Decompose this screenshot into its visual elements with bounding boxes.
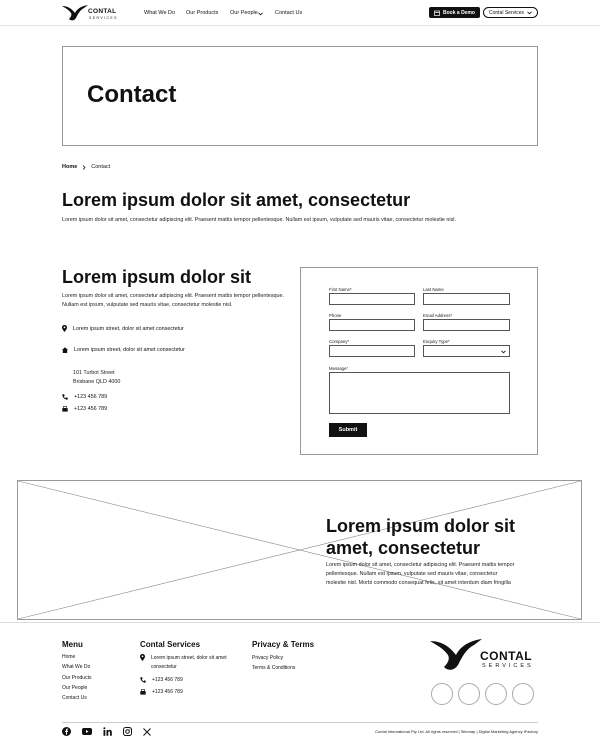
footer-address-text: Lorem ipsum street, dolor sit amet consectetur [151,655,227,670]
nav-contact-us[interactable]: Contact Us [275,10,303,16]
footer-fax-text: +123 456 789 [152,689,183,695]
footer-privacy-title: Privacy & Terms [252,640,315,649]
logo-subtext: SERVICES [89,16,118,20]
services-dropdown-label: Contal Services [488,9,524,16]
footer-circles [431,683,534,705]
breadcrumb-current: Contact [91,164,111,170]
phone-label: Phone [329,313,342,318]
footer-link-what-we-do[interactable]: What We Do [62,664,91,671]
fax-icon [140,689,146,695]
book-demo-label: Book a Demo [443,9,475,16]
header-logo[interactable] [62,4,122,22]
first-name-label: First Name* [329,287,352,292]
footer-menu [62,652,91,703]
hero-banner [62,46,538,146]
breadcrumb [62,164,110,170]
enquiry-label: Enquiry Type* [423,339,450,344]
feature-text: Lorem ipsum dolor sit amet, consectetur adipiscing elit. Praesent mattis tempor pellentesque. Nullam est ipsum, vulputate sed mauris vitae, consectetur molestie nisl. Morbi commodo consequat felis, sit amet interdum diam fringilla [326,562,515,587]
company-label: Company* [329,339,350,344]
calendar-icon [434,10,440,16]
book-demo-button[interactable] [429,7,480,18]
intro-title: Lorem ipsum dolor sit amet, consectetur [62,190,411,210]
copyright: Contal International Pty Ltd. All rights reserved | Sitemap | Digital Marketing Agency iFactory [375,729,538,734]
contact-form [300,267,538,455]
footer-divider [62,722,538,723]
footer-badge-1 [431,683,453,705]
footer-link-home[interactable]: Home [62,654,76,660]
footer-link-contact-us[interactable]: Contact Us [62,695,87,702]
fax-row [62,406,107,412]
footer-logo[interactable] [430,637,540,673]
last-name-input[interactable] [423,293,510,305]
footer-phone-text[interactable]: +123 456 789 [152,677,183,683]
page-title: Contact [87,81,177,108]
chevron-down-icon [527,11,532,15]
location-pin-icon [62,325,67,332]
intro-text: Lorem ipsum dolor sit amet, consectetur adipiscing elit. Praesent mattis tempor pellentesque. Nullam est ipsum, vulputate sed mauris vitae, consectetur molestie nisl. [62,217,456,223]
footer [0,622,600,746]
submit-button[interactable]: Submit [329,423,367,437]
footer-badge-3 [485,683,507,705]
footer-phone-row [140,677,183,683]
contact-title: Lorem ipsum dolor sit [62,267,252,287]
nav-what-we-do[interactable]: What We Do [144,10,176,16]
chevron-down-icon[interactable] [258,12,263,16]
home-icon [62,347,68,353]
company-input[interactable] [329,345,415,357]
fax-icon [62,406,68,412]
last-name-label: Last Name [423,287,444,292]
header [0,0,600,26]
footer-link-terms[interactable]: Terms & Conditions [252,665,296,672]
chevron-right-icon [82,165,86,170]
chevron-down-icon [501,350,506,354]
footer-menu-title: Menu [62,640,83,649]
address-text-1: Lorem ipsum street, dolor sit amet consectetur [73,325,184,332]
facebook-icon[interactable] [62,727,71,736]
footer-privacy-links [252,653,295,674]
email-label: Email Address* [423,313,453,318]
message-textarea[interactable] [329,372,510,414]
address-row-1 [62,325,184,332]
nav-our-people[interactable]: Our People [230,10,258,16]
address-row-2 [62,347,185,353]
phone-row [62,394,107,400]
footer-link-privacy-policy[interactable]: Privacy Policy [252,655,284,661]
postal-line-2: Brisbane QLD 4000 [73,378,121,385]
youtube-icon[interactable] [82,728,92,735]
postal-line-1: 101 Turbot Street [73,370,115,376]
bird-logo-icon [62,4,90,22]
footer-services-address [140,654,227,671]
feature-title: Lorem ipsum dolor sit amet, consectetur [326,516,516,558]
nav-our-products[interactable]: Our Products [186,10,219,16]
footer-services-title: Contal Services [140,640,201,649]
first-name-input[interactable] [329,293,415,305]
location-pin-icon [140,654,145,661]
footer-link-our-products[interactable]: Our Products [62,674,92,681]
postal-address [73,369,120,386]
footer-badge-2 [458,683,480,705]
main-nav [144,10,314,18]
logo-text: CONTAL [88,8,117,15]
services-dropdown[interactable] [483,7,538,18]
message-label: Message* [329,366,349,371]
address-text-2: Lorem ipsum street, dolor sit amet consectetur [74,347,185,353]
footer-link-our-people[interactable]: Our People [62,684,88,691]
contact-text: Lorem ipsum dolor sit amet, consectetur adipiscing elit. Praesent mattis tempor pellentesque. Nullam est ipsum, vulputate sed mauris vitae, consectetur molestie nisl. [62,293,285,308]
x-twitter-icon[interactable] [143,728,151,736]
fax-text: +123 456 789 [74,406,108,412]
instagram-icon[interactable] [123,727,132,736]
phone-text[interactable]: +123 456 789 [74,394,108,400]
bird-logo-icon [430,637,486,673]
phone-input[interactable] [329,319,415,331]
footer-logo-subtext: SERVICES [482,663,534,669]
footer-badge-4 [512,683,534,705]
email-input[interactable] [423,319,510,331]
breadcrumb-home[interactable]: Home [62,164,78,170]
footer-fax-row [140,689,183,695]
phone-icon [140,677,146,683]
phone-icon [62,394,68,400]
enquiry-select[interactable] [423,345,510,357]
feature-section [17,480,582,620]
linkedin-icon[interactable] [103,727,112,736]
social-links [62,727,151,736]
footer-logo-text: CONTAL [480,649,533,663]
